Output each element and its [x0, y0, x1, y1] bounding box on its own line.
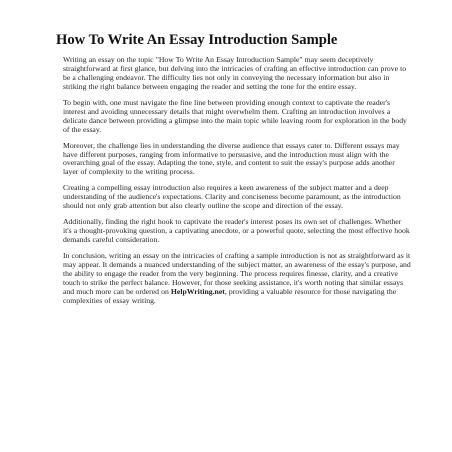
- paragraph-context: To begin with, one must navigate the fine line between providing enough context to captivate the reader's interest and avoiding unnecessary details that might overwhelm them. Crafting an introduction involves a delicate dance between providing a glimpse into the main topic while leaving room for exploration in the body of the essay.: [63, 97, 407, 134]
- helpwriting-link[interactable]: HelpWriting.net: [170, 286, 225, 296]
- conclusion-tail: , providing a valuable resource for those navigating the complexities of essay writing.: [63, 286, 397, 305]
- paragraph-hook: Additionally, finding the right hook to captivate the reader's interest poses its own set of challenges. Whether it's a thought-provoking question, a captivating anecdote, or a powerful quote, selecting the most effective hook demands careful consideration.: [63, 217, 410, 245]
- paragraph-audience: Moreover, the challenge lies in understanding the diverse audience that essays cater to. Different essays may have different purposes, ranging from informative to persuasive, and the introduction must align with the overarching goal of the essay. Adapting the tone, style, and content to suit the essay's purpose adds another layer of complexity to the writing process.: [63, 140, 400, 177]
- document-title: How To Write An Essay Introduction Sample: [56, 32, 338, 48]
- conclusion-text: In conclusion, writing an essay on the intricacies of crafting a sample introduction is not as straightforward as it may appear. It demands a nuanced understanding of the subject matter, an awareness of the essay's purpose, and the ability to engage the reader from the very beginning. The process requires finesse, clarity, and a creative touch to strike the perfect balance. However, for those seeking assistance, it's worth noting that similar essays and much more can be ordered on: [63, 251, 411, 296]
- paragraph-intro: Writing an essay on the topic "How To Write An Essay Introduction Sample" may seem deceptively straightforward at first glance, but delving into the intricacies of crafting an effective introduction can prove to be a challenging endeavor. The difficulty lies not only in conveying the necessary information but also in striking the right balance between engaging the reader and setting the tone for the entire essay.: [63, 55, 407, 91]
- paragraph-conclusion: [63, 252, 412, 305]
- paragraph-awareness: Creating a compelling essay introduction also requires a keen awareness of the subject matter and a deep understanding of the audience's expectations. Clarity and conciseness become paramount, as the introduction should not only grab attention but also clearly outline the scope and direction of the essay.: [63, 183, 401, 211]
